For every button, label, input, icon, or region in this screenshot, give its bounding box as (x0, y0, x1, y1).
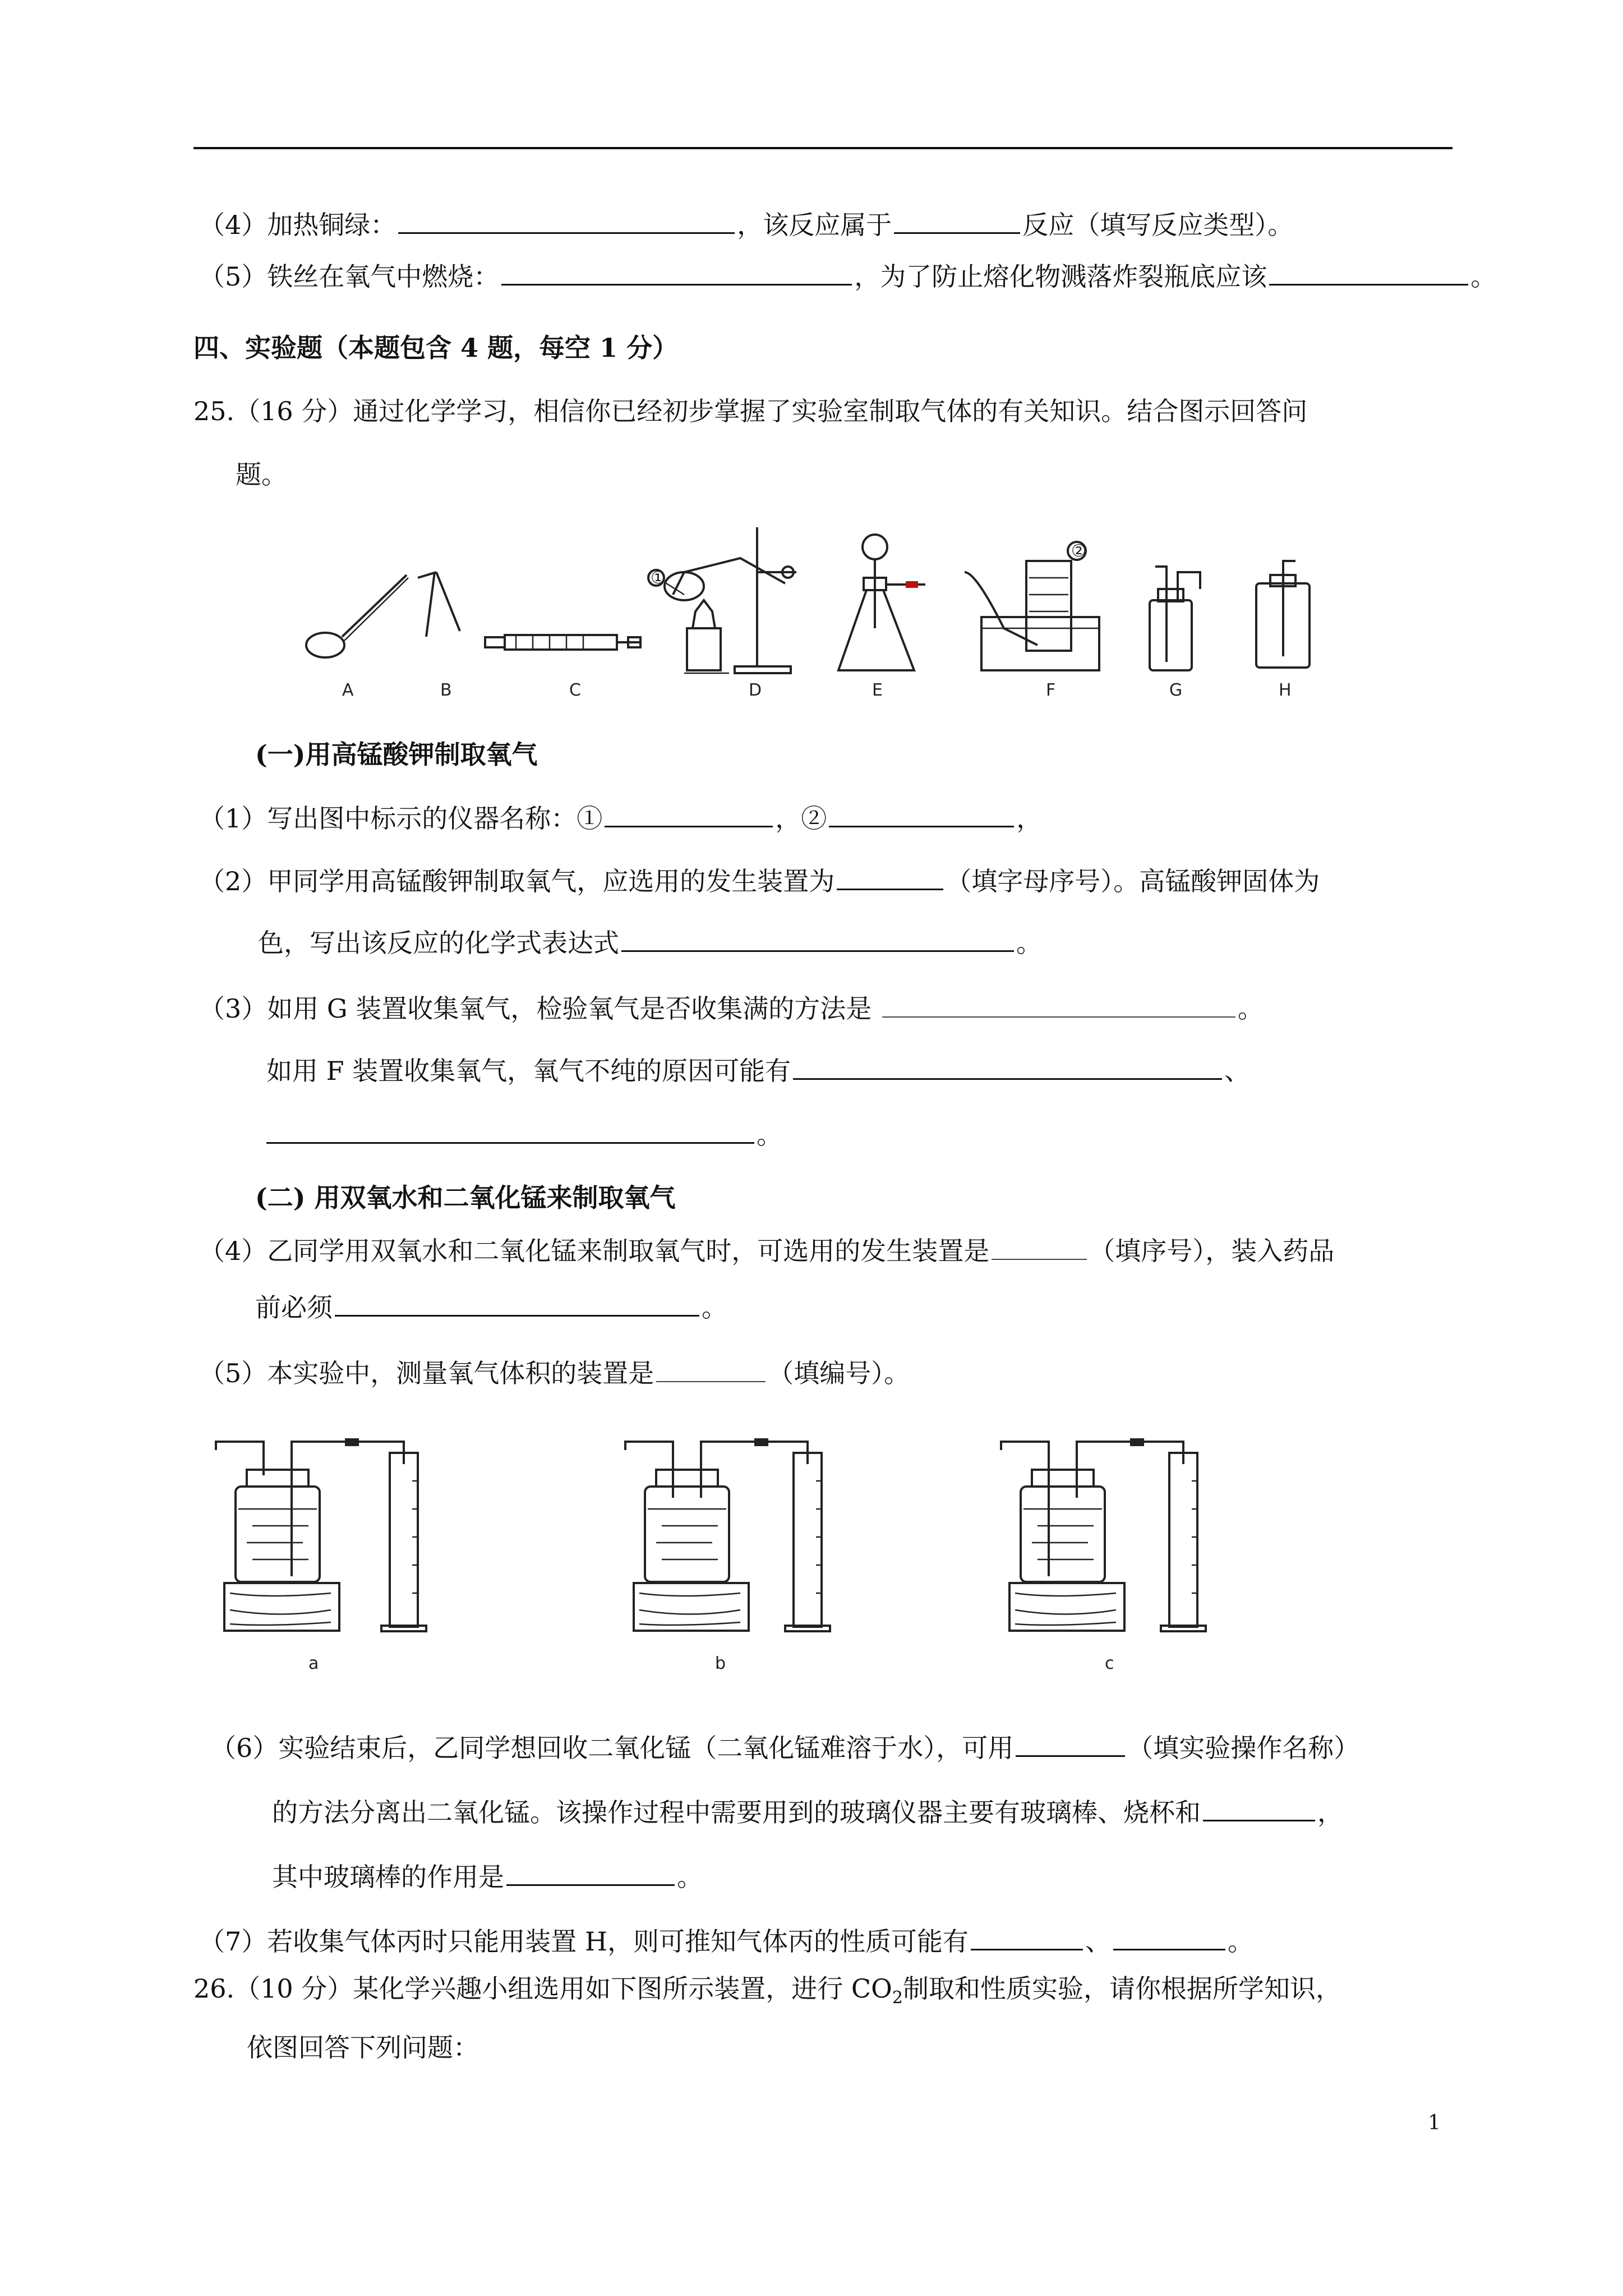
apparatus-figure (292, 516, 1346, 701)
answer-blank[interactable] (506, 1860, 675, 1886)
q25-sub1: （1）写出图中标示的仪器名称：① ，② ， (199, 801, 1042, 835)
label-a: A (342, 680, 354, 700)
q25-sub6-line3: 其中玻璃棒的作用是 。 (272, 1860, 703, 1894)
q25-sub5: （5）本实验中，测量氧气体积的装置是 （填编号）。 (199, 1356, 910, 1390)
answer-blank[interactable] (398, 208, 735, 234)
section-title: 四、实验题（本题包含 4 题，每空 1 分） (193, 333, 679, 363)
q26-intro: 26.（10 分）某化学兴趣小组选用如下图所示装置，进行 $CO_2$制取和性质实验，请你根据所学知识， (193, 1973, 1341, 2008)
label-g: G (1169, 680, 1183, 700)
answer-blank[interactable] (656, 1356, 766, 1382)
water-trough-icon (965, 541, 1099, 670)
marker-2: ② (1071, 541, 1086, 561)
page-number: 1 (1428, 2111, 1441, 2134)
label-f: F (1046, 680, 1056, 700)
label-h: H (1279, 680, 1292, 700)
setup-label-c: c (1105, 1654, 1114, 1673)
setup-b (625, 1438, 830, 1631)
q25-sub6: （6）实验结束后，乙同学想回收二氧化锰（二氧化锰难溶于水），可用 （填实验操作名称） (210, 1731, 1359, 1765)
part1-title: (一)用高锰酸钾制取氧气 (255, 739, 538, 770)
answer-blank[interactable] (894, 208, 1020, 234)
q25-sub4-cont: 前必须 。 (255, 1290, 727, 1324)
answer-blank[interactable] (829, 801, 1014, 827)
q25-sub7: （7）若收集气体丙时只能用装置 H，则可推知气体丙的性质可能有 、 。 (199, 1924, 1253, 1958)
q24-item5: （5）铁丝在氧气中燃烧： ，为了防止熔化物溅落炸裂瓶底应该 。 (199, 259, 1496, 293)
tweezers-icon (418, 572, 460, 637)
answer-blank[interactable] (1203, 1795, 1315, 1821)
q25-intro-cont: 题。 (236, 459, 287, 490)
answer-blank[interactable] (501, 259, 852, 286)
setup-label-a: a (308, 1654, 319, 1673)
label-c: C (569, 680, 581, 700)
answer-blank[interactable] (793, 1053, 1222, 1080)
header-rule (193, 147, 1453, 149)
answer-blank[interactable] (605, 801, 773, 827)
answer-blank[interactable] (1113, 1924, 1225, 1950)
measurement-setups-figure (213, 1425, 1279, 1677)
answer-blank[interactable] (882, 992, 1235, 1018)
setup-label-b: b (715, 1654, 726, 1673)
part2-title: (二) 用双氧水和二氧化锰来制取氧气 (255, 1182, 676, 1213)
answer-blank[interactable] (971, 1924, 1083, 1950)
label-b: B (440, 680, 452, 700)
q25-intro: 25.（16 分）通过化学学习，相信你已经初步掌握了实验室制取气体的有关知识。结合图示回答问 (193, 396, 1308, 426)
spoon-icon (306, 575, 408, 657)
gas-bottle-h-icon (1256, 561, 1310, 668)
answer-blank[interactable] (335, 1290, 699, 1317)
q25-sub3-line3: 。 (266, 1117, 782, 1152)
q25-sub3-line2: 如用 F 装置收集氧气，氧气不纯的原因可能有 、 (266, 1053, 1250, 1088)
q25-sub6-line2: 的方法分离出二氧化锰。该操作过程中需要用到的玻璃仪器主要有玻璃棒、烧杯和 ， (272, 1795, 1343, 1829)
setup-c (1001, 1438, 1206, 1631)
answer-blank[interactable] (1269, 259, 1468, 286)
flask-icon (838, 535, 925, 670)
answer-blank[interactable] (266, 1117, 754, 1144)
q25-sub2-cont: 色，写出该反应的化学式表达式 。 (258, 926, 1042, 960)
q25-sub4: （4）乙同学用双氧水和二氧化锰来制取氧气时，可选用的发生装置是 （填序号），装入药品 (199, 1234, 1334, 1268)
marker-1: ① (651, 568, 666, 588)
q24-item4: （4）加热铜绿： ，该反应属于 反应（填写反应类型）。 (199, 208, 1293, 242)
q25-sub3: （3）如用 G 装置收集氧气，检验氧气是否收集满的方法是 。 (199, 992, 1264, 1025)
answer-blank[interactable] (837, 864, 943, 890)
q25-sub2: （2）甲同学用高锰酸钾制取氧气，应选用的发生装置为 （填字母序号）。高锰酸钾固体为 (199, 864, 1320, 898)
heating-apparatus-icon (648, 527, 796, 673)
answer-blank[interactable] (621, 926, 1014, 952)
syringe-icon (485, 635, 640, 650)
answer-blank[interactable] (992, 1234, 1087, 1260)
label-e: E (872, 680, 883, 700)
q26-intro-cont: 依图回答下列问题： (247, 2032, 479, 2063)
answer-blank[interactable] (1016, 1731, 1125, 1757)
label-d: D (749, 680, 762, 700)
setup-a (216, 1438, 426, 1631)
gas-bottle-g-icon (1150, 567, 1200, 670)
